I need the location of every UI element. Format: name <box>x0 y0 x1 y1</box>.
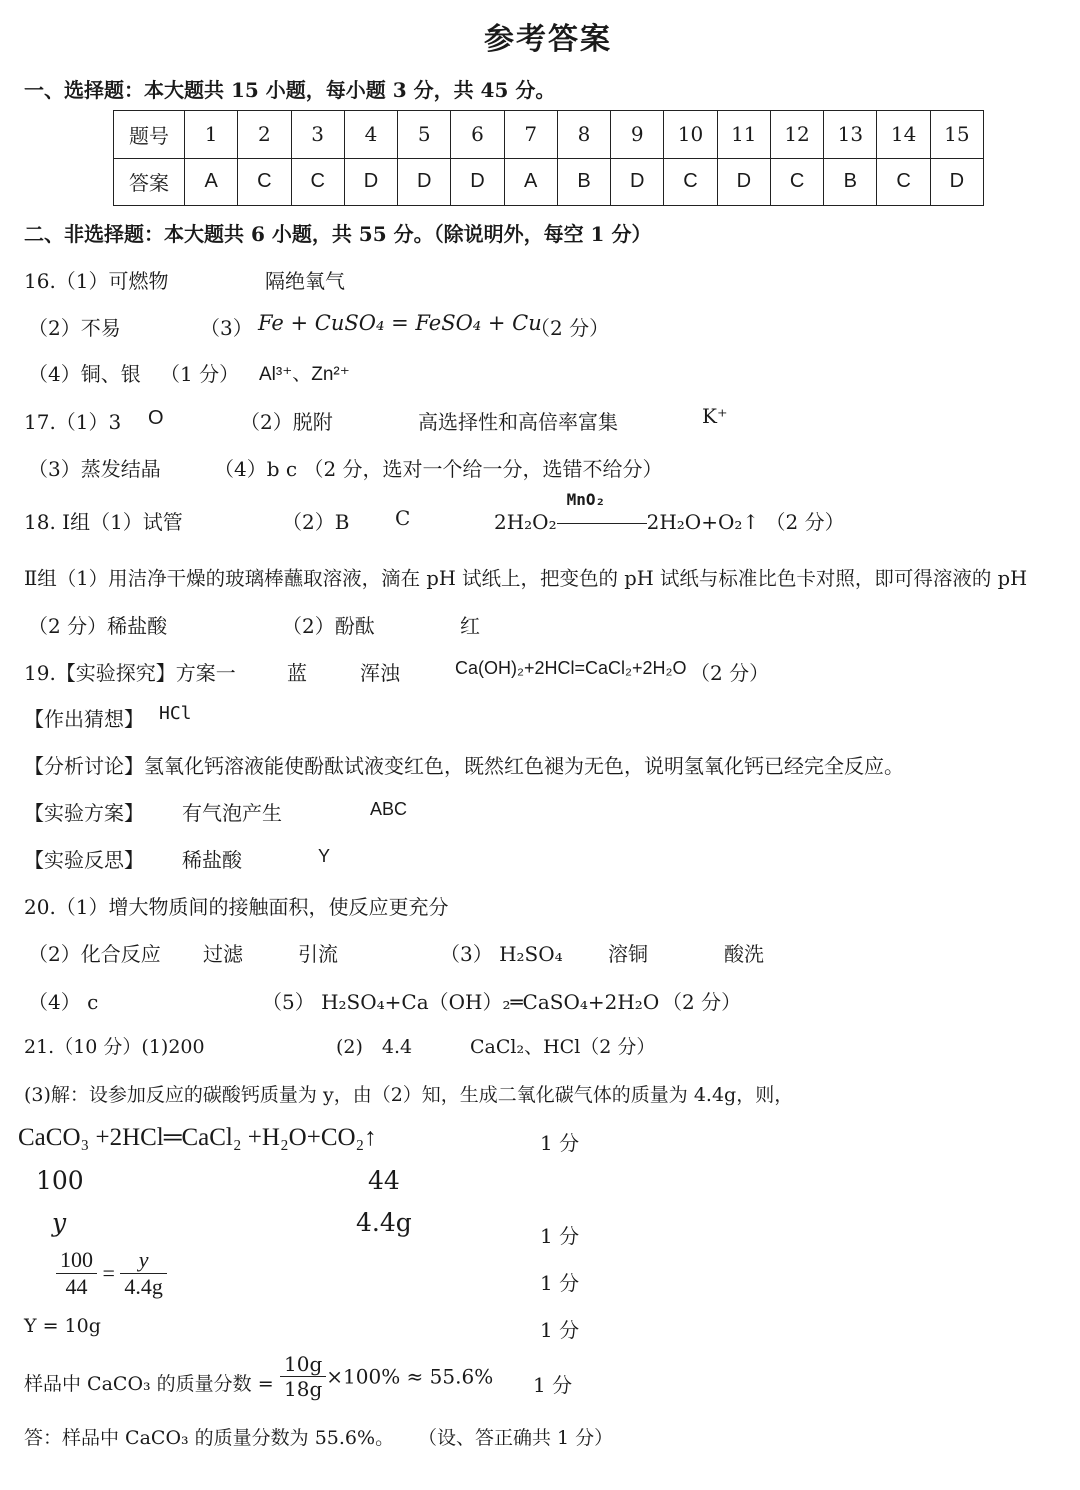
q16-line2-b: （3） <box>200 316 253 340</box>
q19-line2-a: 【作出猜想】 <box>24 707 144 731</box>
table-cell: A <box>185 158 238 206</box>
table-cell: 4 <box>344 111 397 159</box>
table-cell: D <box>717 158 770 206</box>
table-cell: 11 <box>717 111 770 159</box>
table-cell: B <box>557 158 610 206</box>
page-title: 参考答案 <box>484 22 612 57</box>
q18-eq-arrow <box>557 490 647 534</box>
q19-line4-b: 有气泡产生 <box>182 801 282 825</box>
q20-line2-c: 引流 <box>298 942 338 966</box>
q18-line3-b: （2）酚酞 <box>282 614 375 638</box>
q21-final-answer: 答：样品中 CaCO₃ 的质量分数为 55.6%。 <box>24 1427 395 1449</box>
q18-eq-score: （2 分） <box>765 510 845 534</box>
q18-line3-c: 红 <box>460 614 480 638</box>
answer-table <box>113 110 984 206</box>
fraction-denominator: 44 <box>65 1274 88 1299</box>
q21-score-4: 1 分 <box>540 1318 580 1342</box>
q21-line1-c: CaCl₂、HCl（2 分） <box>470 1036 656 1058</box>
table-cell: D <box>930 158 983 206</box>
q16-line3-a: （4）铜、银 <box>28 362 141 386</box>
table-cell: 13 <box>824 111 877 159</box>
table-cell: 3 <box>291 111 344 159</box>
q19-line3: 【分析讨论】氢氧化钙溶液能使酚酞试液变红色，既然红色褪为无色，说明氢氧化钙已经完全反应。 <box>24 754 904 778</box>
section1-heading: 一、选择题：本大题共 15 小题，每小题 3 分，共 45 分。 <box>24 78 556 102</box>
fraction-denominator: 18g <box>284 1377 323 1401</box>
q21-mass-co2: 4.4g <box>356 1208 412 1237</box>
q21-molar-mass-caco3: 100 <box>36 1166 84 1195</box>
q19-line2-b: HCl <box>159 703 192 724</box>
q21-proportion <box>56 1247 167 1300</box>
q17-line1-b: O <box>148 407 164 429</box>
q21-final-note: （设、答正确共 1 分） <box>418 1427 614 1449</box>
table-cell: C <box>238 158 291 206</box>
table-cell: C <box>770 158 823 206</box>
reaction-line <box>557 523 647 524</box>
q21-score-1: 1 分 <box>540 1131 580 1155</box>
answer-row <box>114 158 984 206</box>
table-cell: C <box>664 158 717 206</box>
table-cell: 8 <box>557 111 610 159</box>
q18-line2: Ⅱ组（1）用洁净干燥的玻璃棒蘸取溶液，滴在 pH 试纸上，把变色的 pH 试纸与标准比色卡对照，即可得溶液的 pH <box>24 567 1028 590</box>
q19-line5-c: Y <box>318 846 331 866</box>
q21-score-5: 1 分 <box>533 1373 573 1397</box>
q19-line1-d: （2 分） <box>690 661 770 685</box>
q17-line1-e: K⁺ <box>702 404 728 428</box>
table-cell: 14 <box>877 111 930 159</box>
q18-line1-b: （2）B <box>282 510 350 534</box>
fraction-y-4.4g <box>120 1247 167 1300</box>
q21-equation: CaCO₃ +2HCl═CaCl₂ +H₂O+CO₂↑ <box>18 1124 377 1151</box>
q20-line3-b: （5） H₂SO₄+Ca（OH）₂═CaSO₄+2H₂O <box>262 990 660 1014</box>
q17-line2-b: （4）b c （2 分，选对一个给一分，选错不给分） <box>214 457 663 481</box>
q17-line1-a: 17.（1）3 <box>24 410 122 434</box>
q16-line2-c: （2 分） <box>530 316 610 340</box>
table-cell: 6 <box>451 111 504 159</box>
table-cell: A <box>504 158 557 206</box>
q20-line2-e: 溶铜 <box>608 942 648 966</box>
q18-eq-left: 2H₂O₂ <box>494 510 557 534</box>
q21-line1-b: (2) 4.4 <box>336 1036 413 1058</box>
q21-score-3: 1 分 <box>540 1271 580 1295</box>
row-label-answer: 答案 <box>114 158 185 206</box>
q16-line1-a: 16.（1）可燃物 <box>24 269 169 293</box>
q21-var-y: y <box>52 1208 67 1237</box>
table-cell: 2 <box>238 111 291 159</box>
q19-line1-a: 19.【实验探究】方案一 <box>24 661 236 685</box>
q19-line1-c: 浑浊 <box>360 661 400 685</box>
table-cell: C <box>291 158 344 206</box>
table-cell: C <box>877 158 930 206</box>
table-cell: 9 <box>611 111 664 159</box>
q21-result: Y = 10g <box>24 1315 101 1337</box>
equals-sign: = <box>102 1260 115 1286</box>
table-cell: 5 <box>398 111 451 159</box>
q19-equation: Ca(OH)₂+2HCl=CaCl₂+2H₂O <box>455 658 687 678</box>
q17-line1-d: 高选择性和高倍率富集 <box>418 410 618 434</box>
q21-percentage-label: 样品中 CaCO₃ 的质量分数 = <box>24 1373 274 1395</box>
q19-line1-b: 蓝 <box>287 661 307 685</box>
question-number-row <box>114 111 984 159</box>
q17-line2-a: （3）蒸发结晶 <box>28 457 161 481</box>
table-cell: 10 <box>664 111 717 159</box>
table-cell: B <box>824 158 877 206</box>
table-cell: 15 <box>930 111 983 159</box>
q21-molar-mass-co2: 44 <box>368 1166 400 1195</box>
q21-percentage-expr <box>280 1352 493 1401</box>
q18-line3-a: （2 分）稀盐酸 <box>28 614 168 638</box>
table-cell: D <box>344 158 397 206</box>
fraction-10g-18g <box>280 1352 326 1401</box>
q16-line3-c: Al³⁺、Zn²⁺ <box>259 364 350 385</box>
q19-line5-a: 【实验反思】 <box>24 848 144 872</box>
q20-line3-a: （4） c <box>28 990 99 1014</box>
q20-line3-c: （2 分） <box>662 990 742 1014</box>
q19-line4-a: 【实验方案】 <box>24 801 144 825</box>
q16-equation: Fe + CuSO₄ = FeSO₄ + Cu <box>258 311 542 335</box>
table-cell: D <box>611 158 664 206</box>
q19-line4-c: ABC <box>370 799 408 819</box>
table-cell: 1 <box>185 111 238 159</box>
table-cell: 12 <box>770 111 823 159</box>
q18-equation <box>494 490 845 535</box>
fraction-100-44 <box>56 1247 97 1300</box>
q16-line1-b: 隔绝氧气 <box>265 269 345 293</box>
q21-line1-a: 21.（10 分）(1)200 <box>24 1036 205 1058</box>
q18-line1-c: C <box>395 506 411 530</box>
table-cell: D <box>451 158 504 206</box>
fraction-denominator: 4.4g <box>124 1274 163 1299</box>
q20-line1: 20.（1）增大物质间的接触面积，使反应更充分 <box>24 895 449 919</box>
section2-heading: 二、非选择题：本大题共 6 小题，共 55 分。（除说明外，每空 1 分） <box>24 222 652 246</box>
fraction-numerator: 10g <box>280 1352 326 1377</box>
q20-line2-f: 酸洗 <box>724 942 764 966</box>
q17-line1-c: （2）脱附 <box>240 410 333 434</box>
table-cell: 7 <box>504 111 557 159</box>
q18-eq-catalyst: MnO₂ <box>566 490 606 509</box>
q19-line5-b: 稀盐酸 <box>182 848 242 872</box>
q20-line2-d: （3） H₂SO₄ <box>440 942 563 966</box>
q20-line2-b: 过滤 <box>203 942 243 966</box>
q21-line2: (3)解：设参加反应的碳酸钙质量为 y，由（2）知，生成二氧化碳气体的质量为 4.4g，则， <box>24 1084 794 1106</box>
q16-line2-a: （2）不易 <box>28 316 121 340</box>
row-label-question: 题号 <box>114 111 185 159</box>
q20-line2-a: （2）化合反应 <box>28 942 161 966</box>
percentage-tail: ×100% ≈ 55.6% <box>326 1364 494 1389</box>
q16-line3-b: （1 分） <box>160 362 240 386</box>
table-cell: D <box>398 158 451 206</box>
q18-line1-a: 18. Ⅰ组（1）试管 <box>24 510 183 534</box>
fraction-numerator: 100 <box>56 1247 97 1274</box>
q21-score-2: 1 分 <box>540 1224 580 1248</box>
q18-eq-right: 2H₂O+O₂↑ <box>646 510 760 534</box>
fraction-numerator: y <box>120 1247 167 1274</box>
